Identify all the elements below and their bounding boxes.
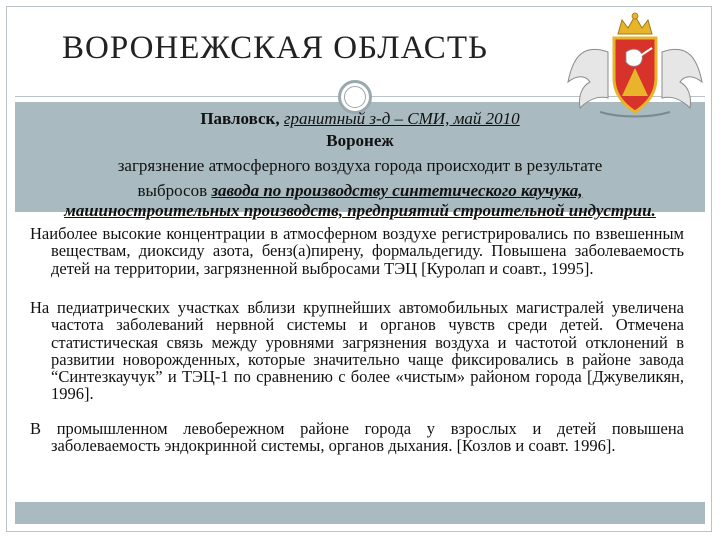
pollution-prefix: выбросов	[137, 181, 212, 200]
bottom-bar	[15, 502, 705, 524]
slide-title: ВОРОНЕЖСКАЯ ОБЛАСТЬ	[62, 30, 488, 66]
paragraph-concentrations: Наиболее высокие концентрации в атмосферном воздухе регистрировались по взвешенным веществам, диоксиду азота, бенз(а)пирену, формальдегиду. Повышена заболеваемость детей на территории, загрязненной выбросами ТЭЦ [Куролап и соавт., 1995].	[30, 224, 684, 278]
source-note: гранитный з-д – СМИ, май 2010	[283, 109, 520, 128]
pollution-line-2	[0, 181, 720, 200]
voronezh-coat-of-arms-icon	[560, 12, 710, 120]
city-line	[0, 109, 720, 128]
paragraph-left-bank: В промышленном левобережном районе города у взрослых и детей повышена заболеваемость эндокринной системы, органов дыхания. [Козлов и соавт. 1996].	[30, 419, 684, 456]
city-name-pavlovsk: Павловск,	[200, 109, 284, 128]
city-name-voronezh: Воронеж	[326, 131, 394, 150]
pollution-line-1: загрязнение атмосферного воздуха города происходит в результате	[117, 156, 603, 175]
paragraph-pediatric: На педиатрических участках вблизи крупнейших автомобильных магистралей увеличена частота заболеваний нервной системы и органов чувств среди детей. Отмечена статистическая связь между уровнями загрязнения воздуха и частотой отклонений в развитии новорожденных, которые значительно чаще фиксировались в районе завода “Синтезкаучук” и ТЭЦ-1 по сравнению с более «чистым» районом города [Джувеликян, 1996].	[30, 298, 684, 404]
pollution-sources: завода по производству синтетического каучука,	[211, 181, 583, 200]
pollution-line-3: машиностроительных производств, предприятий строительной индустрии.	[64, 201, 656, 220]
